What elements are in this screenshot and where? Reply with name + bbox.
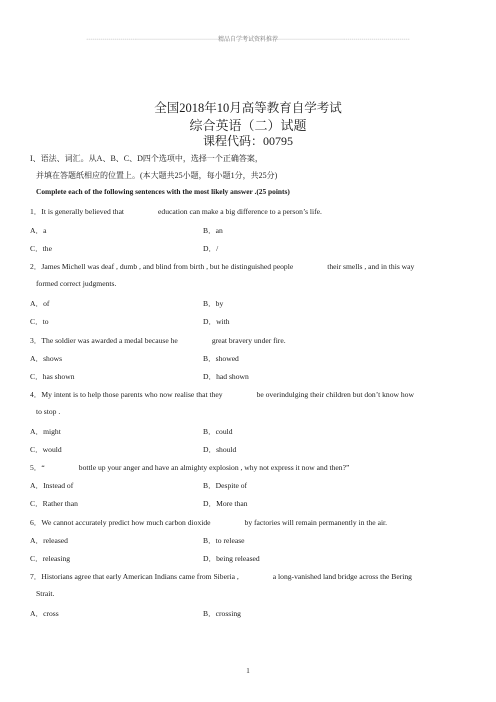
q1-option-c: C．the [30, 244, 52, 253]
q4-option-a: A．might [30, 427, 61, 436]
q2-option-b: B．by [203, 299, 224, 308]
q3-option-a: A．shows [30, 354, 63, 363]
q6-option-a: A．released [30, 536, 68, 545]
section-heading: I、语法、词汇。从A、B、C、D四个选项中，选择一个正确答案， [30, 154, 263, 163]
course-code: 课程代码：00795 [202, 134, 293, 148]
q1-option-d: D．/ [203, 244, 219, 253]
q1-option-b: B．an [203, 226, 223, 235]
q4-option-d: D．should [203, 445, 237, 454]
q4-option-b: B．could [203, 427, 233, 436]
q6-option-b: B．to release [203, 536, 245, 545]
q5-option-b: B．Despite of [203, 481, 248, 490]
section-note: 并填在答题纸相应的位置上。(本大题共25小题，每小题1分，共25分) [36, 171, 278, 180]
exam-title: 全国2018年10月高等教育自学考试 [154, 101, 342, 115]
q2-option-d: D．with [203, 317, 230, 326]
question-6: 6．We cannot accurately predict how much carbon dioxide by factories will remain permanently in the air. [30, 518, 388, 527]
question-2: 2．James Michell was deaf , dumb , and blind from birth , but he distinguished people their smells , and in this way [30, 262, 415, 271]
question-7-continued: Strait. [36, 589, 55, 598]
page-header [78, 34, 418, 43]
q6-option-c: C．releasing [30, 554, 71, 563]
q5-option-c: C．Rather than [30, 499, 78, 508]
q3-option-c: C．has shown [30, 372, 75, 381]
q7-option-b: B．crossing [203, 609, 241, 618]
section-instruction: Complete each of the following sentences with the most likely answer .(25 points) [36, 187, 290, 196]
subject-title: 综合英语（二）试题 [189, 118, 307, 133]
q4-option-c: C．would [30, 445, 62, 454]
question-1: 1．It is generally believed that education can make a big difference to a person’s life. [30, 207, 322, 216]
question-4-continued: to stop . [36, 407, 61, 416]
q3-option-d: D．had shown [203, 372, 249, 381]
page-number: 1 [246, 667, 250, 675]
question-3: 3．The soldier was awarded a medal because he great bravery under fire. [30, 336, 286, 345]
q5-option-a: A．Instead of [30, 481, 74, 490]
q7-option-a: A．cross [30, 609, 59, 618]
question-4: 4．My intent is to help those parents who now realise that they be overindulging their children but don’t know how [30, 390, 414, 399]
q6-option-d: D．being released [203, 554, 260, 563]
q3-option-b: B．showed [203, 354, 239, 363]
header-dots-left: ·································································· [86, 37, 218, 43]
q5-option-d: D．More than [203, 499, 248, 508]
q2-option-c: C．to [30, 317, 49, 326]
question-2-continued: formed correct judgments. [36, 279, 117, 288]
header-dots-right: ·································································· [278, 37, 410, 43]
header-text: 精品自学考试资料推荐 [217, 37, 278, 43]
question-5: 5．“ bottle up your anger and have an almighty explosion , why not express it now and then?” [30, 463, 350, 472]
q1-option-a: A．a [30, 226, 47, 235]
q2-option-a: A．of [30, 299, 50, 308]
question-7: 7．Historians agree that early American Indians came from Siberia , a long-vanished land bridge across the Bering [30, 572, 412, 581]
